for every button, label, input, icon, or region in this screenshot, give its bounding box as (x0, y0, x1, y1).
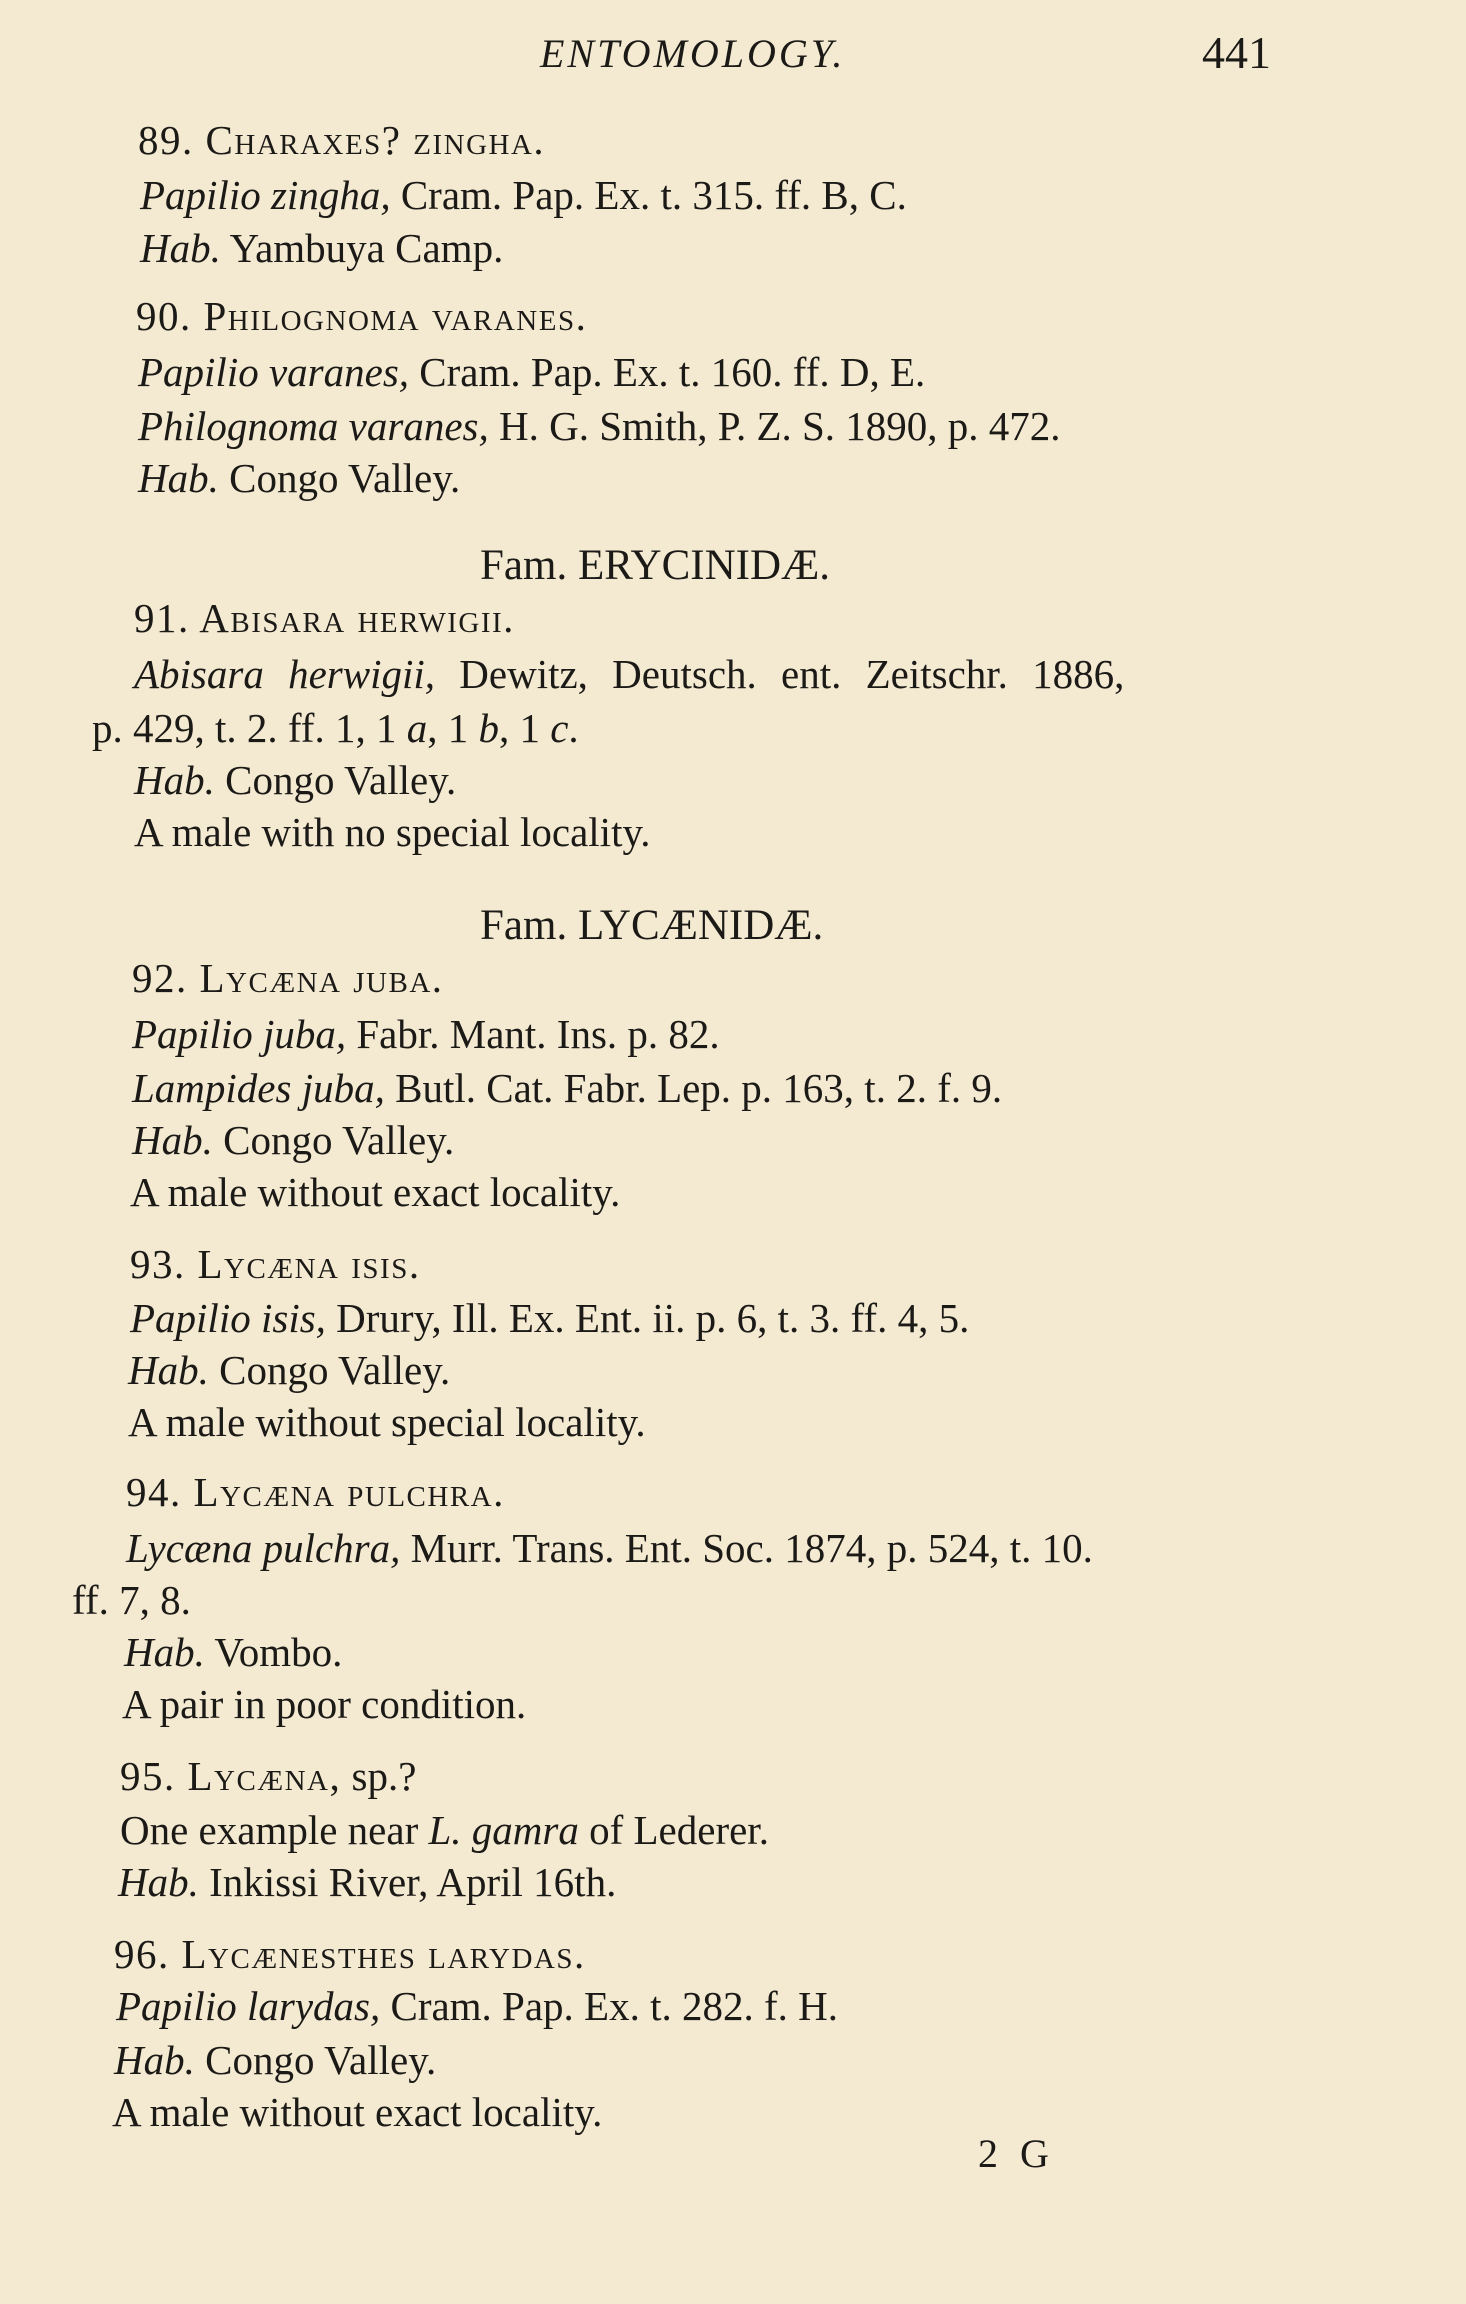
entry-heading-94: 94. Lycæna pulchra. (126, 1469, 505, 1515)
figure-letter: c (550, 705, 569, 751)
entry-habitat-91 (134, 757, 457, 803)
species-name: Lampides juba, (132, 1065, 385, 1111)
note-text: One example near (120, 1807, 429, 1853)
hab-text: Congo Valley. (194, 2037, 437, 2083)
hab-text: Congo Valley. (212, 1117, 455, 1163)
entry-note-96: A male without exact locality. (112, 2089, 603, 2135)
hab-label: Hab. (128, 1347, 209, 1393)
entry-habitat-94 (124, 1629, 343, 1675)
hab-label: Hab. (114, 2037, 195, 2083)
entry-reference-91-1 (134, 651, 1125, 697)
entry-habitat-95 (118, 1859, 617, 1905)
species-name: Philognoma varanes, (138, 403, 489, 449)
entry-note-93: A male without special locality. (128, 1399, 646, 1445)
entry-reference-92-1 (132, 1011, 720, 1057)
citation: Fabr. Mant. Ins. p. 82. (346, 1011, 720, 1057)
entry-note-92: A male without exact locality. (130, 1169, 621, 1215)
species-name: Papilio varanes, (138, 349, 410, 395)
page-number: 441 (1202, 27, 1271, 78)
entry-reference-91-continued (92, 705, 579, 751)
entry-reference-94-continued: ff. 7, 8. (72, 1577, 191, 1623)
entry-note-91: A male with no special locality. (134, 809, 651, 855)
entry-heading-93: 93. Lycæna isis. (130, 1241, 421, 1287)
entry-note-95 (120, 1807, 769, 1853)
hab-label: Hab. (124, 1629, 205, 1675)
citation: Cram. Pap. Ex. t. 315. ff. B, C. (390, 172, 907, 218)
entry-habitat-96 (114, 2037, 437, 2083)
citation: Butl. Cat. Fabr. Lep. p. 163, t. 2. f. 9. (384, 1065, 1003, 1111)
entry-reference-89-1 (140, 172, 907, 218)
running-title: ENTOMOLOGY. (540, 31, 846, 76)
family-heading-lycaenidae: Fam. LYCÆNIDÆ. (480, 902, 824, 949)
hab-text: Yambuya Camp. (220, 225, 504, 271)
entry-habitat-92 (132, 1117, 455, 1163)
species-name: L. gamra (428, 1807, 579, 1853)
species-name: Papilio zingha, (140, 172, 391, 218)
entry-habitat-93 (128, 1347, 451, 1393)
hab-text: Congo Valley. (208, 1347, 451, 1393)
hab-label: Hab. (138, 455, 219, 501)
entry-reference-90-2 (138, 403, 1061, 449)
citation: , 1 (498, 705, 551, 751)
entry-heading-89: 89. Charaxes? zingha. (138, 117, 546, 163)
citation: Cram. Pap. Ex. t. 282. f. H. (380, 1983, 839, 2029)
entry-note-94: A pair in poor condition. (122, 1681, 527, 1727)
citation: p. 429, t. 2. ff. 1, 1 (92, 705, 407, 751)
entry-heading-96: 96. Lycænesthes larydas. (114, 1931, 586, 1977)
family-heading-erycinidae: Fam. ERYCINIDÆ. (480, 542, 830, 589)
species-name: Lycæna pulchra, (126, 1525, 401, 1571)
citation: Cram. Pap. Ex. t. 160. ff. D, E. (409, 349, 926, 395)
entry-reference-96-1 (116, 1983, 839, 2029)
citation: Murr. Trans. Ent. Soc. 1874, p. 524, t. 10. (400, 1525, 1093, 1571)
species-name: Papilio juba, (132, 1011, 347, 1057)
entry-habitat-90 (138, 455, 461, 501)
citation: . (568, 705, 579, 751)
printer-signature-mark: 2 G (978, 2131, 1055, 2176)
entry-reference-93-1 (130, 1295, 970, 1341)
species-qualifier: sp.? (341, 1753, 417, 1799)
citation: Dewitz, Deutsch. ent. Zeitschr. 1886, (435, 651, 1125, 697)
entry-habitat-89 (140, 225, 504, 271)
entry-heading-95 (120, 1753, 417, 1799)
hab-text: Congo Valley. (214, 757, 457, 803)
figure-letter: b (478, 705, 499, 751)
figure-letter: a (406, 705, 428, 751)
entry-reference-94-1 (126, 1525, 1093, 1571)
entry-heading-92: 92. Lycæna juba. (132, 955, 444, 1001)
entry-heading-91: 91. Abisara herwigii. (134, 595, 515, 641)
species-name: Abisara herwigii, (134, 651, 436, 697)
species-name: Papilio isis, (130, 1295, 326, 1341)
hab-label: Hab. (140, 225, 221, 271)
hab-text: Congo Valley. (218, 455, 461, 501)
citation: Drury, Ill. Ex. Ent. ii. p. 6, t. 3. ff. 4, 5. (325, 1295, 970, 1341)
hab-label: Hab. (132, 1117, 213, 1163)
hab-text: Vombo. (204, 1629, 343, 1675)
genus-name: 95. Lycæna, (120, 1753, 342, 1799)
citation: , 1 (427, 705, 479, 751)
hab-label: Hab. (118, 1859, 199, 1905)
species-name: Papilio larydas, (116, 1983, 381, 2029)
hab-label: Hab. (134, 757, 215, 803)
entry-reference-92-2 (132, 1065, 1003, 1111)
hab-text: Inkissi River, April 16th. (198, 1859, 617, 1905)
entry-reference-90-1 (138, 349, 926, 395)
note-text: of Lederer. (578, 1807, 769, 1853)
citation: H. G. Smith, P. Z. S. 1890, p. 472. (488, 403, 1061, 449)
entry-heading-90: 90. Philognoma varanes. (136, 293, 588, 339)
